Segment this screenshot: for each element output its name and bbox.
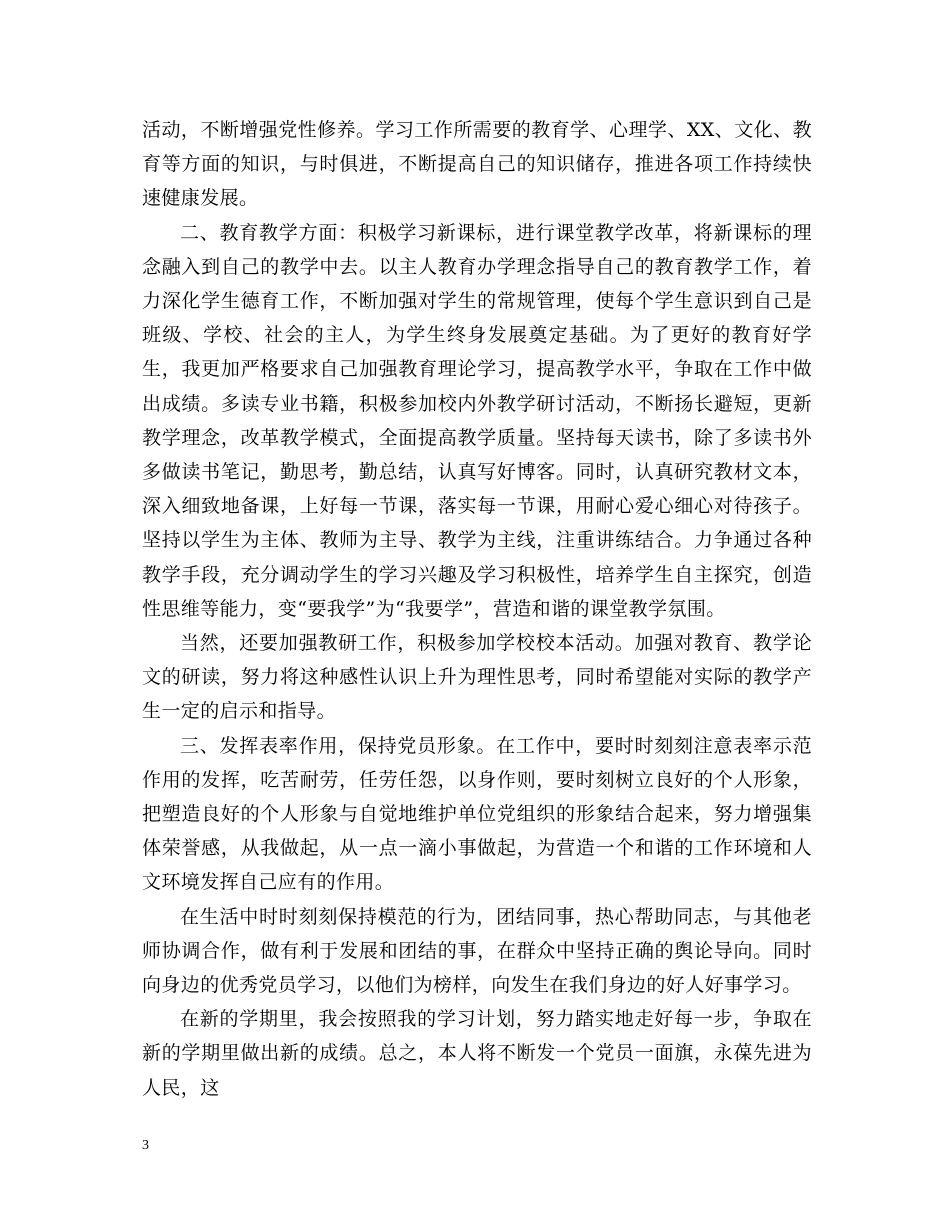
paragraph-4: 三、发挥表率作用，保持党员形象。在工作中，要时时刻刻注意表率示范作用的发挥，吃苦耐劳，任劳任怨，以身作则，要时刻树立良好的个人形象，把塑造良好的个人形象与自觉地维护单位党组织的形象结合起来，努力增强集体荣誉感，从我做起，从一点一滴小事做起，为营造一个和谐的工作环境和人文环境发挥自己应有的作用。 <box>142 734 812 894</box>
paragraph-3: 当然，还要加强教研工作，积极参加学校校本活动。加强对教育、教学论文的研读，努力将这种感性认识上升为理性思考，同时希望能对实际的教学产生一定的启示和指导。 <box>142 632 812 723</box>
paragraph-1: 活动，不断增强党性修养。学习工作所需要的教育学、心理学、XX、文化、教育等方面的知识，与时俱进，不断提高自己的知识储存，推进各项工作持续快速健康发展。 <box>142 119 812 210</box>
document-body <box>142 113 812 1105</box>
paragraph-6: 在新的学期里，我会按照我的学习计划，努力踏实地走好每一步，争取在新的学期里做出新的成绩。总之，本人将不断发一个党员一面旗，永葆先进为人民，这 <box>142 1008 812 1099</box>
paragraph-2: 二、教育教学方面：积极学习新课标，进行课堂教学改革，将新课标的理念融入到自己的教学中去。以主人教育办学理念指导自己的教育教学工作，着力深化学生德育工作，不断加强对学生的常规管理，使每个学生意识到自己是班级、学校、社会的主人，为学生终身发展奠定基础。为了更好的教育好学生，我更加严格要求自己加强教育理论学习，提高教学水平，争取在工作中做出成绩。多读专业书籍，积极参加校内外教学研讨活动，不断扬长避短，更新教学理念，改革教学模式，全面提高教学质量。坚持每天读书，除了多读书外多做读书笔记，勤思考，勤总结，认真写好博客。同时，认真研究教材文本，深入细致地备课，上好每一节课，落实每一节课，用耐心爱心细心对待孩子。坚持以学生为主体、教师为主导、教学为主线，注重讲练结合。力争通过各种教学手段，充分调动学生的学习兴趣及学习积极性，培养学生自主探究，创造性思维等能力，变“要我学”为“我要学”，营造和谐的课堂教学氛围。 <box>142 221 812 620</box>
paragraph-5: 在生活中时时刻刻保持模范的行为，团结同事，热心帮助同志，与其他老师协调合作，做有利于发展和团结的事，在群众中坚持正确的舆论导向。同时向身边的优秀党员学习，以他们为榜样，向发生在我们身边的好人好事学习。 <box>142 905 812 997</box>
page-number: 3 <box>142 1138 149 1153</box>
